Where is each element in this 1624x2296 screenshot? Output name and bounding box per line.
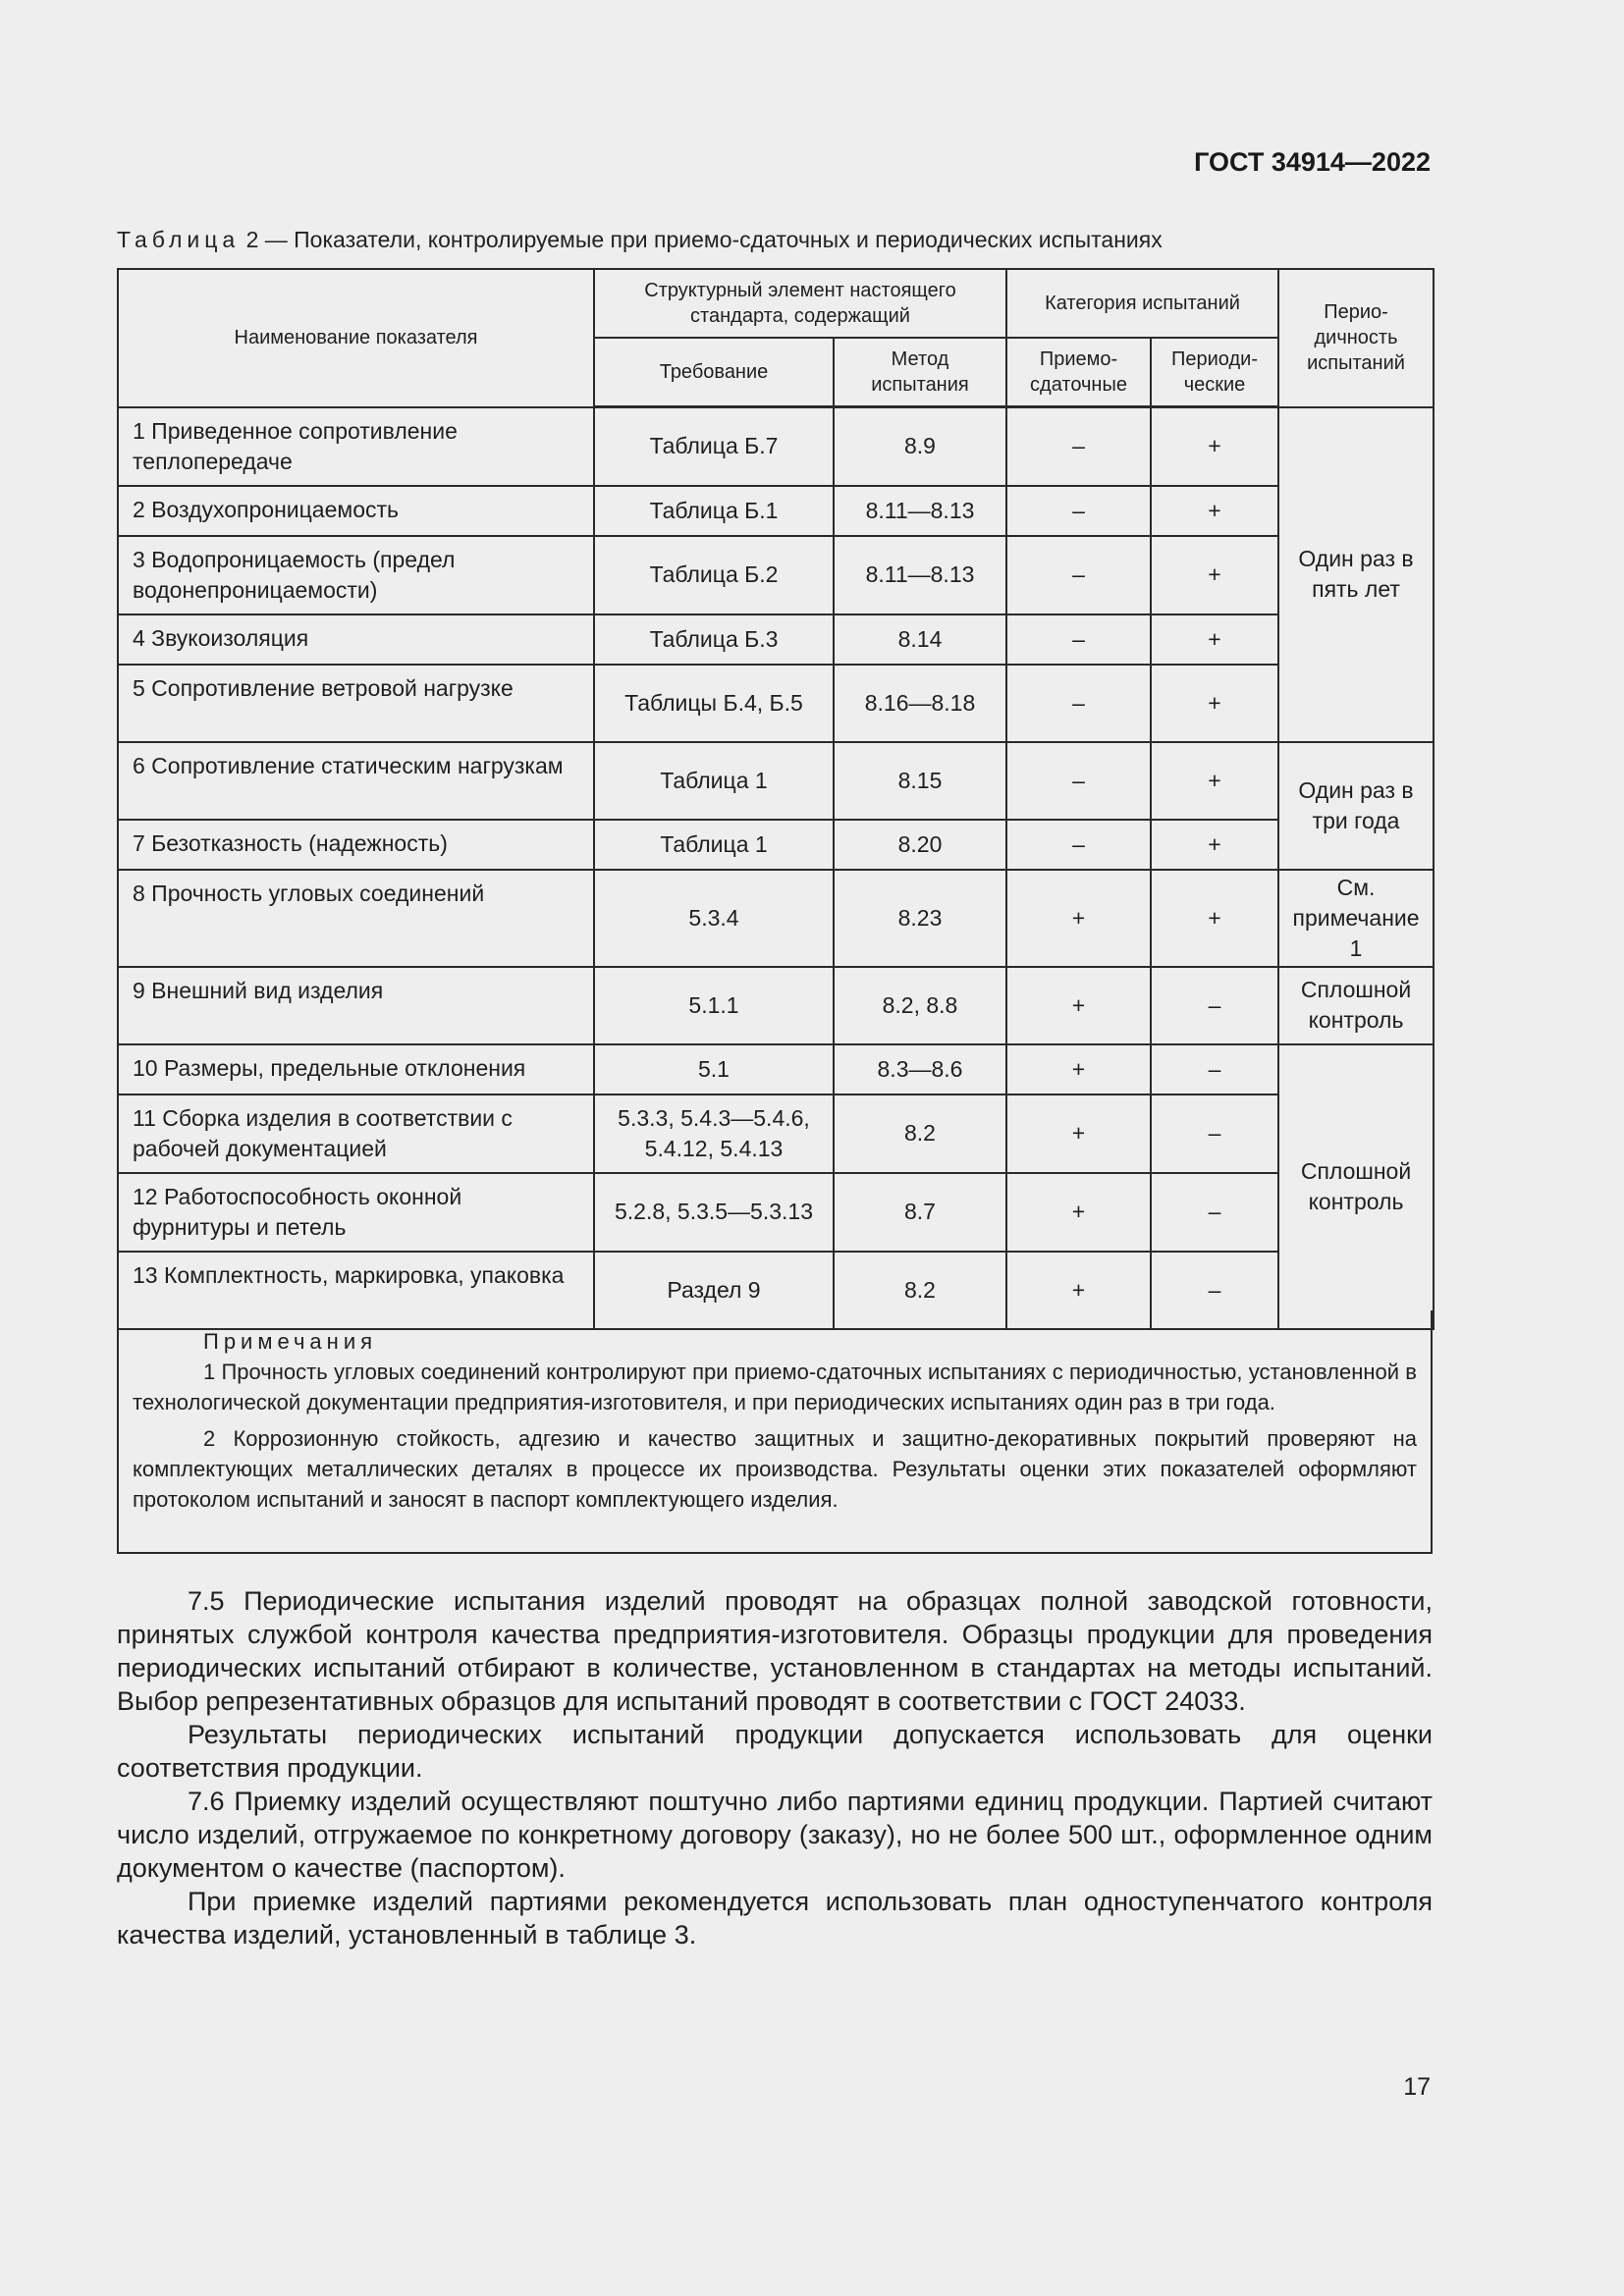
row-method: 8.2, 8.8 <box>834 967 1006 1044</box>
row-periodic: + <box>1151 742 1278 820</box>
table-row <box>118 967 1434 1044</box>
table-row <box>118 1173 1434 1252</box>
row-requirement: Таблица 1 <box>594 820 834 870</box>
header-periodic: Периоди-ческие <box>1151 338 1278 407</box>
row-acceptance: – <box>1006 742 1151 820</box>
row-requirement: 5.2.8, 5.3.5—5.3.13 <box>594 1173 834 1252</box>
row-method: 8.11—8.13 <box>834 486 1006 536</box>
table-row <box>118 870 1434 967</box>
paragraph-7-6: 7.6 Приемку изделий осуществляют поштучно либо партиями единиц продукции. Партией считают число изделий, отгружаемое по конкретному договору (заказу), но не более 500 шт., оформленное одним документом о качестве (паспортом). <box>117 1787 1433 1883</box>
page-number: 17 <box>1403 2073 1431 2101</box>
table-row <box>118 1044 1434 1095</box>
header-category: Категория испытаний <box>1006 269 1278 338</box>
row-acceptance: + <box>1006 1095 1151 1173</box>
table-row <box>118 407 1434 486</box>
periodicity-continuous: Сплошной контроль <box>1278 967 1434 1044</box>
row-periodic: – <box>1151 1252 1278 1329</box>
paragraph-7-5: 7.5 Периодические испытания изделий проводят на образцах полной заводской готовности, принятых службой контроля качества предприятия-изготовителя. Образцы продукции для проведения периодических испытаний отбирают в количестве, установленном в стандартах на методы испытаний. Выбор репрезентативных образцов для испытаний проводят в соответствии с ГОСТ 24033. <box>117 1586 1433 1716</box>
row-requirement: 5.1.1 <box>594 967 834 1044</box>
periodicity-continuous-group: Сплошной контроль <box>1278 1044 1434 1329</box>
note-1: 1 Прочность угловых соединений контролируют при приемо-сдаточных испытаниях с периодичностью, установленной в технологической документации предприятия-изготовителя, и при периодических испытаниях один раз в три года. <box>133 1360 1417 1415</box>
row-name: 13 Комплектность, маркировка, упаковка <box>118 1252 594 1329</box>
row-method: 8.11—8.13 <box>834 536 1006 614</box>
row-name: 9 Внешний вид изделия <box>118 967 594 1044</box>
row-name: 12 Работоспособность оконной фурнитуры и петель <box>118 1173 594 1252</box>
table-caption-text: 2 — Показатели, контролируемые при приемо-сдаточных и периодических испытаниях <box>245 227 1163 252</box>
standard-designation: ГОСТ 34914—2022 <box>1194 147 1431 177</box>
row-requirement: 5.3.4 <box>594 870 834 967</box>
row-periodic: + <box>1151 486 1278 536</box>
row-name: 11 Сборка изделия в соответствии с рабочей документацией <box>118 1095 594 1173</box>
row-requirement: Таблица Б.1 <box>594 486 834 536</box>
periodicity-three-years: Один раз в три года <box>1278 742 1434 870</box>
row-method: 8.2 <box>834 1252 1006 1329</box>
row-method: 8.3—8.6 <box>834 1044 1006 1095</box>
row-acceptance: – <box>1006 486 1151 536</box>
row-periodic: – <box>1151 1044 1278 1095</box>
row-name: 7 Безотказность (надежность) <box>118 820 594 870</box>
header-acceptance: Приемо-сдаточные <box>1006 338 1151 407</box>
table-row <box>118 820 1434 870</box>
row-acceptance: + <box>1006 1044 1151 1095</box>
table-row <box>118 665 1434 742</box>
row-requirement: 5.3.3, 5.4.3—5.4.6, 5.4.12, 5.4.13 <box>594 1095 834 1173</box>
row-requirement: Раздел 9 <box>594 1252 834 1329</box>
row-acceptance: – <box>1006 820 1151 870</box>
note-2: 2 Коррозионную стойкость, адгезию и качество защитных и защитно-декоративных покрытий проверяют на комплектующих металлических деталях в процессе их производства. Результаты оценки этих показателей оформляют протоколом испытаний и заносят в паспорт комплектующего изделия. <box>133 1426 1417 1512</box>
row-acceptance: + <box>1006 1173 1151 1252</box>
indicators-table <box>117 268 1435 1330</box>
row-name: 4 Звукоизоляция <box>118 614 594 665</box>
row-method: 8.14 <box>834 614 1006 665</box>
row-method: 8.20 <box>834 820 1006 870</box>
table-row <box>118 614 1434 665</box>
table-caption <box>117 227 1163 253</box>
table-row <box>118 536 1434 614</box>
row-name: 2 Воздухопроницаемость <box>118 486 594 536</box>
row-name: 1 Приведенное сопротивление теплопередаче <box>118 407 594 486</box>
header-name: Наименование показателя <box>118 269 594 407</box>
row-requirement: Таблицы Б.4, Б.5 <box>594 665 834 742</box>
row-acceptance: – <box>1006 614 1151 665</box>
header-requirement: Требование <box>594 338 834 407</box>
row-method: 8.15 <box>834 742 1006 820</box>
row-periodic: – <box>1151 967 1278 1044</box>
row-periodic: – <box>1151 1095 1278 1173</box>
header-structural: Структурный элемент настоящего стандарта, содержащий <box>594 269 1006 338</box>
row-method: 8.23 <box>834 870 1006 967</box>
row-method: 8.7 <box>834 1173 1006 1252</box>
row-acceptance: – <box>1006 665 1151 742</box>
row-acceptance: + <box>1006 870 1151 967</box>
row-method: 8.2 <box>834 1095 1006 1173</box>
header-periodicity: Перио-дичность испытаний <box>1278 269 1434 407</box>
row-name: 8 Прочность угловых соединений <box>118 870 594 967</box>
row-periodic: + <box>1151 536 1278 614</box>
row-periodic: + <box>1151 614 1278 665</box>
row-name: 5 Сопротивление ветровой нагрузке <box>118 665 594 742</box>
row-name: 6 Сопротивление статическим нагрузкам <box>118 742 594 820</box>
row-acceptance: + <box>1006 1252 1151 1329</box>
table-row <box>118 742 1434 820</box>
row-method: 8.9 <box>834 407 1006 486</box>
table-row <box>118 1095 1434 1173</box>
paragraph-results: Результаты периодических испытаний продукции допускается использовать для оценки соответствия продукции. <box>117 1720 1433 1783</box>
row-requirement: Таблица 1 <box>594 742 834 820</box>
row-name: 10 Размеры, предельные отклонения <box>118 1044 594 1095</box>
table-notes <box>117 1310 1433 1554</box>
periodicity-see-note: См. примечание 1 <box>1278 870 1434 967</box>
paragraph-batch-acceptance: При приемке изделий партиями рекомендуется использовать план одноступенчатого контроля качества изделий, установленный в таблице 3. <box>117 1887 1433 1949</box>
row-method: 8.16—8.18 <box>834 665 1006 742</box>
row-acceptance: + <box>1006 967 1151 1044</box>
row-requirement: 5.1 <box>594 1044 834 1095</box>
row-periodic: + <box>1151 820 1278 870</box>
row-requirement: Таблица Б.3 <box>594 614 834 665</box>
periodicity-five-years: Один раз в пять лет <box>1278 407 1434 742</box>
row-periodic: + <box>1151 665 1278 742</box>
table-caption-label: Таблица <box>117 227 241 252</box>
body-text <box>117 1584 1433 1951</box>
row-acceptance: – <box>1006 407 1151 486</box>
row-periodic: + <box>1151 870 1278 967</box>
row-requirement: Таблица Б.2 <box>594 536 834 614</box>
row-periodic: + <box>1151 407 1278 486</box>
header-method: Метод испытания <box>834 338 1006 407</box>
row-acceptance: – <box>1006 536 1151 614</box>
row-periodic: – <box>1151 1173 1278 1252</box>
row-requirement: Таблица Б.7 <box>594 407 834 486</box>
table-row <box>118 486 1434 536</box>
notes-title: Примечания <box>203 1329 378 1354</box>
row-name: 3 Водопроницаемость (предел водонепроницаемости) <box>118 536 594 614</box>
